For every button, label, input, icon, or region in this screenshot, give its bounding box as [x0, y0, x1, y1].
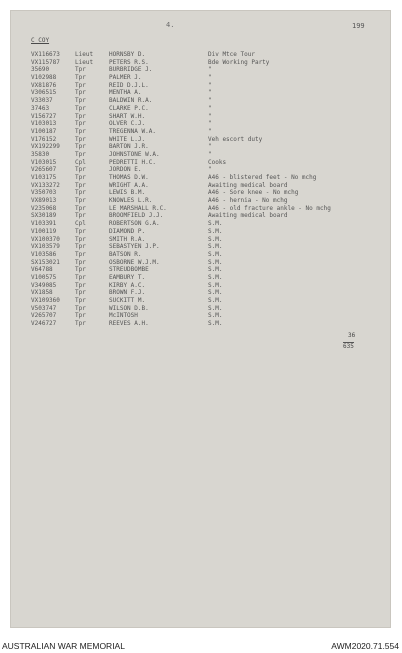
service-number: VX192299	[31, 143, 60, 151]
soldier-name: OSBORNE W.J.M.	[109, 258, 160, 266]
soldier-name: TREGENNA W.A.	[109, 127, 156, 135]
remark: S.M.	[208, 258, 223, 266]
rank: Tpr	[75, 235, 86, 243]
soldier-name: SHART W.H.	[109, 112, 146, 120]
rank: Tpr	[75, 312, 86, 320]
remark: "	[208, 104, 212, 112]
soldier-name: ROBERTSON G.A.	[109, 220, 160, 228]
remark: S.M.	[208, 273, 223, 281]
soldier-name: MENTHA A.	[109, 89, 142, 97]
soldier-name: THOMAS D.W.	[109, 174, 149, 181]
remark: Awaiting medical board	[208, 181, 288, 189]
remark: S.M.	[208, 227, 223, 235]
soldier-name: PALMER J.	[109, 74, 142, 82]
remark: S.M.	[208, 304, 223, 312]
rank: Tpr	[75, 120, 86, 128]
rank: Tpr	[75, 181, 86, 189]
service-number: V235068	[31, 204, 57, 212]
service-number: V350703	[31, 189, 57, 197]
service-number: V503747	[31, 304, 57, 312]
service-number: V103015	[31, 158, 57, 166]
soldier-name: REID D.J.L.	[109, 81, 149, 89]
remark: "	[208, 127, 212, 135]
soldier-name: KNOWLES L.R.	[109, 197, 153, 205]
remark: S.M.	[208, 312, 223, 320]
service-number: V100187	[31, 127, 57, 135]
service-number: VX89013	[31, 197, 57, 205]
rank: Tpr	[75, 258, 86, 266]
soldier-name: JOHNSTONE W.A.	[109, 150, 160, 158]
service-number: V103586	[31, 250, 57, 258]
remark: "	[208, 97, 212, 105]
list-item	[31, 289, 386, 297]
service-number: VX133272	[31, 181, 60, 189]
soldier-name: KIRBY A.C.	[109, 281, 146, 289]
personnel-list	[31, 51, 386, 328]
soldier-name: LEWIS B.M.	[109, 189, 146, 197]
service-number: VX100370	[31, 235, 60, 243]
remark: "	[208, 166, 212, 174]
rank: Tpr	[75, 266, 86, 274]
rank: Tpr	[75, 81, 86, 89]
remark: Veh escort duty	[208, 135, 263, 143]
service-number: V33037	[31, 97, 53, 105]
soldier-name: WILSON D.B.	[109, 304, 149, 312]
list-item	[31, 251, 386, 259]
list-item	[31, 82, 386, 90]
remark: A46 - old fracture ankle - No mchg	[208, 204, 331, 212]
list-item	[31, 74, 386, 82]
service-number: VX116673	[31, 51, 60, 58]
overall-total: 635	[343, 343, 354, 350]
remark: A46 - Sore knee - No mchg	[208, 189, 299, 197]
rank: Tpr	[75, 135, 86, 143]
rank: Tpr	[75, 212, 86, 220]
remark: "	[208, 143, 212, 151]
remark: S.M.	[208, 289, 223, 297]
rank: Tpr	[75, 273, 86, 281]
service-number: VX109360	[31, 297, 60, 304]
soldier-name: STREUDBOMBE	[109, 266, 149, 274]
soldier-name: WRIGHT A.A.	[109, 181, 149, 189]
list-item	[31, 66, 386, 74]
service-number: 35690	[31, 66, 50, 74]
service-number: V102988	[31, 74, 57, 82]
list-item	[31, 59, 386, 67]
remark: S.M.	[208, 220, 223, 228]
soldier-name: HORNSBY D.	[109, 51, 146, 58]
soldier-name: CLARKE P.C.	[109, 104, 149, 112]
service-number: SX30189	[31, 212, 57, 220]
rank: Tpr	[75, 166, 86, 174]
list-item	[31, 113, 386, 121]
rank: Tpr	[75, 74, 86, 82]
list-item	[31, 297, 386, 305]
list-item	[31, 105, 386, 113]
remark: S.M.	[208, 281, 223, 289]
remark: "	[208, 89, 212, 97]
list-item	[31, 274, 386, 282]
service-number: VX115787	[31, 58, 60, 66]
list-item	[31, 205, 386, 213]
company-heading: C COY	[31, 37, 50, 44]
soldier-name: PEDRETTI H.C.	[109, 158, 156, 166]
list-item	[31, 51, 386, 59]
list-item	[31, 174, 386, 182]
remark: "	[208, 74, 212, 82]
soldier-name: BURBRIDGE J.	[109, 66, 153, 74]
list-item	[31, 212, 386, 220]
service-number: V100119	[31, 227, 57, 235]
list-item	[31, 143, 386, 151]
soldier-name: BALDWIN R.A.	[109, 97, 153, 105]
service-number: V100575	[31, 273, 57, 281]
remark: A46 - blistered feet - No mchg	[208, 174, 317, 181]
rank: Tpr	[75, 297, 86, 304]
service-number: VX1858	[31, 289, 53, 297]
soldier-name: SMITH R.A.	[109, 235, 146, 243]
list-item	[31, 312, 386, 320]
rank: Tpr	[75, 189, 86, 197]
rank: Tpr	[75, 97, 86, 105]
soldier-name: BARTON J.R.	[109, 143, 149, 151]
remark: "	[208, 120, 212, 128]
service-number: V103175	[31, 174, 57, 181]
soldier-name: BATSON R.	[109, 250, 142, 258]
rank: Cpl	[75, 220, 86, 228]
remark: "	[208, 112, 212, 120]
list-item	[31, 228, 386, 236]
footer-institution: AUSTRALIAN WAR MEMORIAL	[2, 641, 125, 651]
list-item	[31, 320, 386, 328]
list-item	[31, 236, 386, 244]
list-item	[31, 120, 386, 128]
soldier-name: REEVES A.H.	[109, 320, 149, 328]
soldier-name: BROOMFIELD J.J.	[109, 212, 164, 220]
rank: Tpr	[75, 281, 86, 289]
service-number: V306515	[31, 89, 57, 97]
list-item	[31, 259, 386, 267]
soldier-name: SEBASTYEN J.P.	[109, 243, 160, 251]
soldier-name: DIAMOND P.	[109, 227, 146, 235]
rank: Tpr	[75, 243, 86, 251]
soldier-name: McINTOSH	[109, 312, 138, 320]
service-number: V103391	[31, 220, 57, 228]
rank: Tpr	[75, 197, 86, 205]
service-number: V246727	[31, 320, 57, 328]
rank: Tpr	[75, 104, 86, 112]
remark: S.M.	[208, 320, 223, 328]
soldier-name: LE MARSHALL R.C.	[109, 204, 167, 212]
remark: S.M.	[208, 235, 223, 243]
rank: Lieut	[75, 58, 94, 66]
list-item	[31, 128, 386, 136]
list-item	[31, 97, 386, 105]
rank: Tpr	[75, 304, 86, 312]
rank: Tpr	[75, 112, 86, 120]
remark: "	[208, 81, 212, 89]
folio-number: 199	[352, 22, 365, 30]
rank: Tpr	[75, 227, 86, 235]
page-number: 4.	[166, 21, 175, 29]
list-item	[31, 151, 386, 159]
service-number: V265607	[31, 166, 57, 174]
rank: Tpr	[75, 150, 86, 158]
rank: Tpr	[75, 89, 86, 97]
soldier-name: OLVER C.J.	[109, 120, 146, 128]
list-item	[31, 166, 386, 174]
remark: S.M.	[208, 297, 223, 304]
remark: Awaiting medical board	[208, 212, 288, 220]
service-number: VX81876	[31, 81, 57, 89]
list-item	[31, 197, 386, 205]
rank: Tpr	[75, 66, 86, 74]
list-item	[31, 159, 386, 167]
list-item	[31, 182, 386, 190]
list-item	[31, 305, 386, 313]
remark: "	[208, 66, 212, 74]
remark: Cooks	[208, 158, 227, 166]
service-number: SX153021	[31, 258, 60, 266]
service-number: V156727	[31, 112, 57, 120]
list-item	[31, 220, 386, 228]
service-number: 35830	[31, 150, 50, 158]
remark: "	[208, 150, 212, 158]
rank: Tpr	[75, 204, 86, 212]
rank: Tpr	[75, 174, 86, 181]
list-item	[31, 136, 386, 144]
list-item	[31, 282, 386, 290]
remark: Bde Working Party	[208, 58, 270, 66]
service-number: V176152	[31, 135, 57, 143]
soldier-name: PETERS R.S.	[109, 58, 149, 66]
soldier-name: EAMBURY T.	[109, 273, 146, 281]
remark: Div Mtce Tour	[208, 51, 255, 58]
list-item	[31, 266, 386, 274]
remark: A46 - hernia - No mchg	[208, 197, 288, 205]
rank: Tpr	[75, 320, 86, 328]
soldier-name: BROWN F.J.	[109, 289, 146, 297]
list-item	[31, 243, 386, 251]
remark: S.M.	[208, 266, 223, 274]
rank: Lieut	[75, 51, 94, 58]
service-number: V349085	[31, 281, 57, 289]
rank: Tpr	[75, 127, 86, 135]
rank: Tpr	[75, 143, 86, 151]
remark: S.M.	[208, 250, 223, 258]
service-number: 37463	[31, 104, 50, 112]
group-total: 36	[348, 332, 356, 339]
soldier-name: WHITE L.J.	[109, 135, 146, 143]
list-item	[31, 89, 386, 97]
rank: Cpl	[75, 158, 86, 166]
service-number: V64788	[31, 266, 53, 274]
soldier-name: SUCKITT M.	[109, 297, 146, 304]
service-number: VX103579	[31, 243, 60, 251]
service-number: V103013	[31, 120, 57, 128]
service-number: V265707	[31, 312, 57, 320]
soldier-name: JORDON E.	[109, 166, 142, 174]
footer-accession-number: AWM2020.71.554	[331, 641, 399, 651]
rank: Tpr	[75, 250, 86, 258]
rank: Tpr	[75, 289, 86, 297]
remark: S.M.	[208, 243, 223, 251]
list-item	[31, 189, 386, 197]
